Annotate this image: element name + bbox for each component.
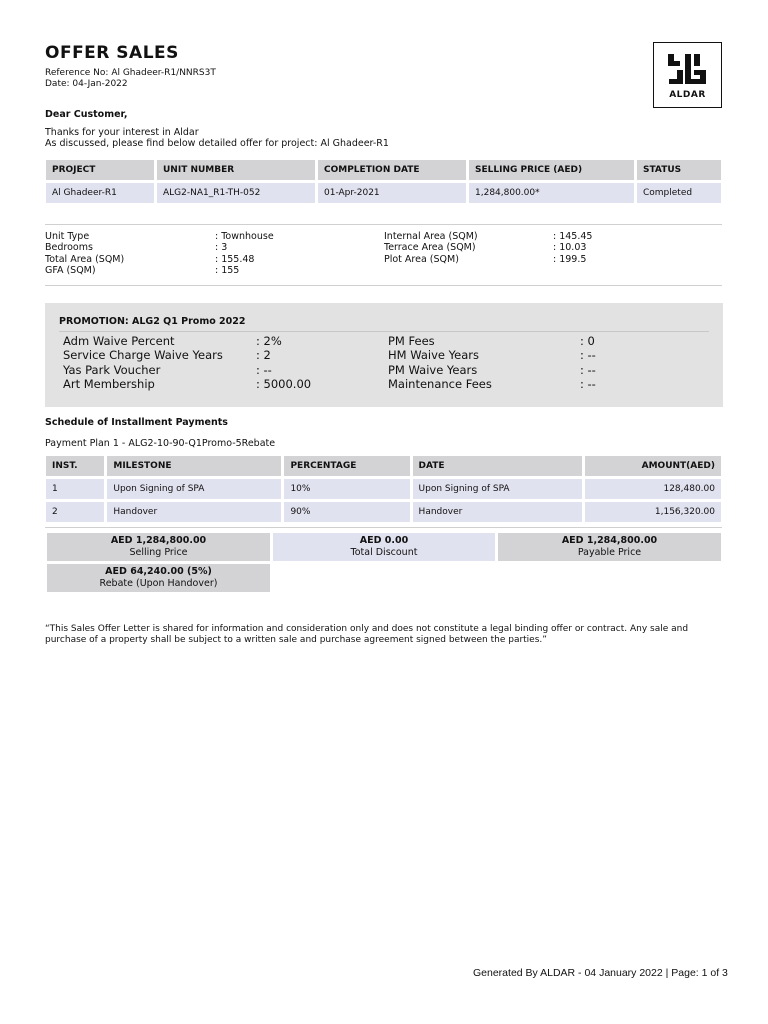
intro-line-1: Thanks for your interest in Aldar [45, 127, 199, 138]
unit-table [43, 157, 724, 206]
aldar-logo [653, 42, 722, 108]
percentage-cell: 90% [284, 502, 409, 522]
col-date: DATE [413, 456, 583, 476]
divider [45, 285, 722, 286]
col-unit-number: UNIT NUMBER [157, 160, 315, 180]
reference-number: Reference No: Al Ghadeer-R1/NNRS3T [45, 68, 216, 78]
divider [45, 527, 722, 528]
payable-price-label: Payable Price [577, 546, 642, 558]
milestone-cell: Upon Signing of SPA [107, 479, 281, 499]
promo-label: Maintenance Fees [388, 376, 492, 391]
col-selling-price: SELLING PRICE (AED) [469, 160, 634, 180]
inst-cell: 1 [46, 479, 104, 499]
intro-text [45, 127, 389, 149]
selling-price-amount: AED 1,284,800.00 [110, 535, 207, 546]
selling-price-cell: 1,284,800.00* [469, 183, 634, 203]
promo-label: PM Fees [388, 334, 435, 348]
promo-value: : -- [580, 376, 596, 391]
installment-table [43, 453, 724, 525]
promo-label: Yas Park Voucher [63, 362, 161, 377]
payable-price-amount: AED 1,284,800.00 [561, 535, 658, 546]
rebate-label: Rebate (Upon Handover) [99, 577, 218, 589]
total-discount-amount: AED 0.00 [359, 535, 409, 546]
col-inst: INST. [46, 456, 104, 476]
inst-cell: 2 [46, 502, 104, 522]
logo-wordmark: ALDAR [669, 90, 706, 100]
promo-value: : 2 [256, 348, 271, 363]
unit-table-header [46, 160, 721, 180]
promo-label: Art Membership [63, 376, 155, 391]
detail-row [45, 254, 722, 265]
payable-price-box [498, 533, 721, 561]
promo-label: HM Waive Years [388, 348, 479, 363]
disclaimer: “This Sales Offer Letter is shared for information and consideration only and does not constitute a legal binding offer or contract. Any sale and purchase of a property shall be subject to a written sale and purchase agreement signed between the parties.” [45, 624, 689, 645]
detail-label: Total Area (SQM) [45, 253, 125, 265]
promotion-box [45, 303, 723, 407]
schedule-title: Schedule of Installment Payments [45, 417, 228, 428]
detail-row [45, 242, 722, 253]
payment-plan: Payment Plan 1 - ALG2-10-90-Q1Promo-5Rebate [45, 438, 276, 449]
promotion-title: PROMOTION: ALG2 Q1 Promo 2022 [59, 316, 246, 327]
promo-value: : -- [256, 362, 272, 377]
page-title: OFFER SALES [45, 43, 179, 63]
promo-row [63, 377, 703, 391]
col-milestone: MILESTONE [107, 456, 281, 476]
detail-value: : 155 [215, 264, 240, 276]
rebate-amount: AED 64,240.00 (5%) [105, 566, 212, 577]
detail-value: : 145.45 [553, 231, 593, 242]
table-row [46, 502, 721, 522]
milestone-cell: Handover [107, 502, 281, 522]
offer-date: Date: 04-Jan-2022 [45, 79, 128, 89]
promo-row [63, 348, 703, 362]
col-status: STATUS [637, 160, 721, 180]
promo-value: : 5000.00 [256, 376, 312, 391]
installment-table-header [46, 456, 721, 476]
selling-price-box [47, 533, 270, 561]
promo-value: : 0 [580, 334, 595, 348]
promotion-grid [63, 334, 703, 391]
detail-value: : 155.48 [215, 253, 255, 265]
detail-label: Terrace Area (SQM) [384, 242, 476, 254]
table-row [46, 183, 721, 203]
selling-price-label: Selling Price [129, 546, 188, 558]
divider [45, 224, 722, 225]
detail-value: : 3 [215, 242, 228, 254]
reference-block [45, 68, 216, 90]
amount-cell: 1,156,320.00 [585, 502, 721, 522]
detail-value: : Townhouse [215, 231, 274, 242]
total-discount-label: Total Discount [350, 546, 418, 558]
detail-label: GFA (SQM) [45, 264, 96, 276]
completion-date-cell: 01-Apr-2021 [318, 183, 466, 203]
percentage-cell: 10% [284, 479, 409, 499]
date-cell: Handover [413, 502, 583, 522]
greeting: Dear Customer, [45, 109, 128, 120]
promo-value: : -- [580, 348, 596, 363]
project-cell: Al Ghadeer-R1 [46, 183, 154, 203]
detail-row [45, 231, 722, 242]
col-amount: AMOUNT(AED) [585, 456, 721, 476]
detail-label: Unit Type [45, 231, 90, 242]
promo-value: : 2% [256, 334, 282, 348]
promo-label: PM Waive Years [388, 362, 478, 377]
promo-label: Service Charge Waive Years [63, 348, 223, 363]
status-cell: Completed [637, 183, 721, 203]
promo-label: Adm Waive Percent [63, 334, 175, 348]
col-percentage: PERCENTAGE [284, 456, 409, 476]
detail-row [45, 265, 722, 276]
footer: Generated By ALDAR - 04 January 2022 | Page: 1 of 3 [473, 967, 728, 979]
detail-label: Plot Area (SQM) [384, 253, 459, 265]
promo-row [63, 334, 703, 348]
aldar-logo-icon [654, 43, 720, 89]
detail-value: : 10.03 [553, 242, 587, 254]
intro-line-2: As discussed, please find below detailed offer for project: Al Ghadeer-R1 [45, 138, 389, 149]
unit-details [45, 231, 722, 276]
unit-number-cell: ALG2-NA1_R1-TH-052 [157, 183, 315, 203]
date-cell: Upon Signing of SPA [413, 479, 583, 499]
table-row [46, 479, 721, 499]
detail-value: : 199.5 [553, 253, 587, 265]
amount-cell: 128,480.00 [585, 479, 721, 499]
rebate-box [47, 564, 270, 592]
promo-row [63, 363, 703, 377]
detail-label: Internal Area (SQM) [384, 231, 478, 242]
detail-label: Bedrooms [45, 242, 93, 254]
total-discount-box [273, 533, 495, 561]
promo-value: : -- [580, 362, 596, 377]
col-completion-date: COMPLETION DATE [318, 160, 466, 180]
divider [59, 331, 709, 332]
col-project: PROJECT [46, 160, 154, 180]
